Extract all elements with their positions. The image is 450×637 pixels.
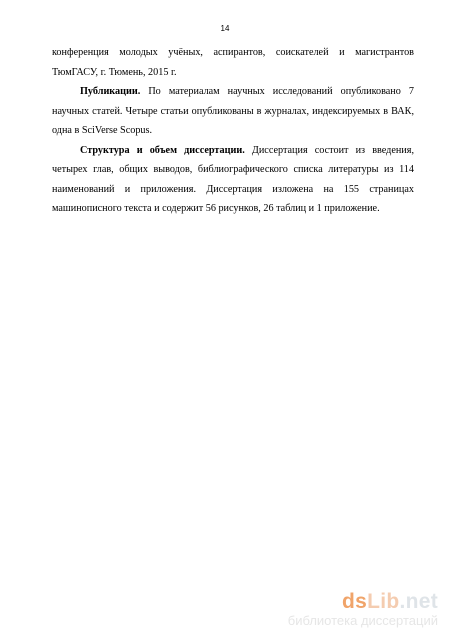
text-line: четырех глав, общих выводов, библиографического списка литературы из 114	[52, 164, 414, 175]
watermark-tagline: библиотека диссертаций	[287, 613, 438, 628]
paragraph-publications	[52, 82, 414, 141]
watermark-logo	[288, 591, 438, 613]
text-fragment: По материалам научных исследований опубликовано 7	[140, 86, 414, 97]
document-body	[52, 43, 414, 219]
paragraph-structure	[52, 141, 414, 219]
text-line: научных статей. Четыре статьи опубликованы в журналах, индексируемых в ВАК,	[52, 105, 414, 117]
text-line	[52, 141, 414, 161]
text-line: конференция молодых учёных, аспирантов, соискателей и магистрантов	[52, 47, 414, 58]
watermark-logo-lib: Lib	[367, 590, 400, 613]
section-heading-structure: Структура и объем диссертации.	[80, 144, 245, 156]
watermark-logo-ds: ds	[341, 590, 368, 613]
watermark-logo-tld: .net	[399, 590, 438, 613]
text-line: наименований и приложения. Диссертация изложена на 155 страницах	[52, 183, 414, 195]
text-line: машинописного текста и содержит 56 рисунков, 26 таблиц и 1 приложение.	[52, 203, 380, 214]
watermark	[288, 591, 438, 628]
section-heading-publications: Публикации.	[80, 86, 141, 97]
paragraph-conference	[52, 43, 414, 82]
text-fragment: Диссертация состоит из введения,	[244, 144, 414, 156]
text-line: ТюмГАСУ, г. Тюмень, 2015 г.	[52, 66, 177, 78]
text-line: одна в SciVerse Scopus.	[52, 125, 153, 136]
text-line	[52, 82, 414, 102]
page-number: 14	[220, 24, 230, 33]
